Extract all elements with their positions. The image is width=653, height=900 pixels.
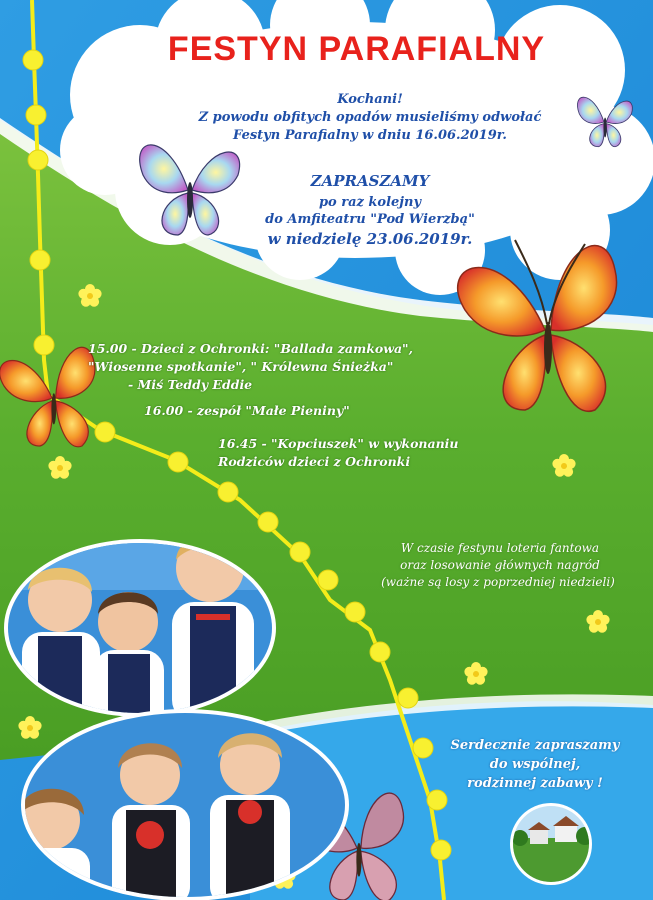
program-item-3-line-1: 16.45 - "Kopciuszek" w wykonaniu — [218, 436, 459, 451]
lottery-line-3: (ważne są losy z poprzedniej niedzieli) — [381, 575, 615, 589]
program-item-2: 16.00 - zespół "Małe Pieniny" — [144, 403, 350, 418]
program-item-3-line-2: Rodziców dzieci z Ochronki — [218, 454, 411, 469]
invite-line-2: do Amfiteatru "Pod Wierzbą" — [265, 212, 475, 227]
closing-line-3: rodzinnej zabawy ! — [467, 776, 603, 791]
lottery-line-2: oraz losowanie głównych nagród — [400, 558, 600, 572]
notice-line-2: Festyn Parafialny w dniu 16.06.2019r. — [233, 128, 507, 143]
closing-line-2: do wspólnej, — [489, 757, 581, 772]
invite-date: w niedzielę 23.06.2019r. — [267, 230, 473, 248]
notice-greeting: Kochani! — [337, 92, 403, 107]
closing-line-1: Serdecznie zapraszamy — [450, 738, 620, 753]
program-item-1-line-2: "Wiosenne spotkanie", " Królewna Śnieżka" — [88, 359, 394, 374]
poster-title: FESTYN PARAFIALNY — [167, 30, 546, 68]
invite-heading: ZAPRASZAMY — [310, 172, 430, 190]
program-item-1-line-3: - Miś Teddy Eddie — [128, 377, 253, 392]
notice-line-1: Z powodu obfitych opadów musieliśmy odwołać — [198, 110, 542, 125]
invite-line-1: po raz kolejny — [318, 195, 422, 210]
lottery-line-1: W czasie festynu loteria fantowa — [400, 541, 600, 555]
program-item-1-line-1: 15.00 - Dzieci z Ochronki: "Ballada zamkowa", — [88, 341, 413, 356]
